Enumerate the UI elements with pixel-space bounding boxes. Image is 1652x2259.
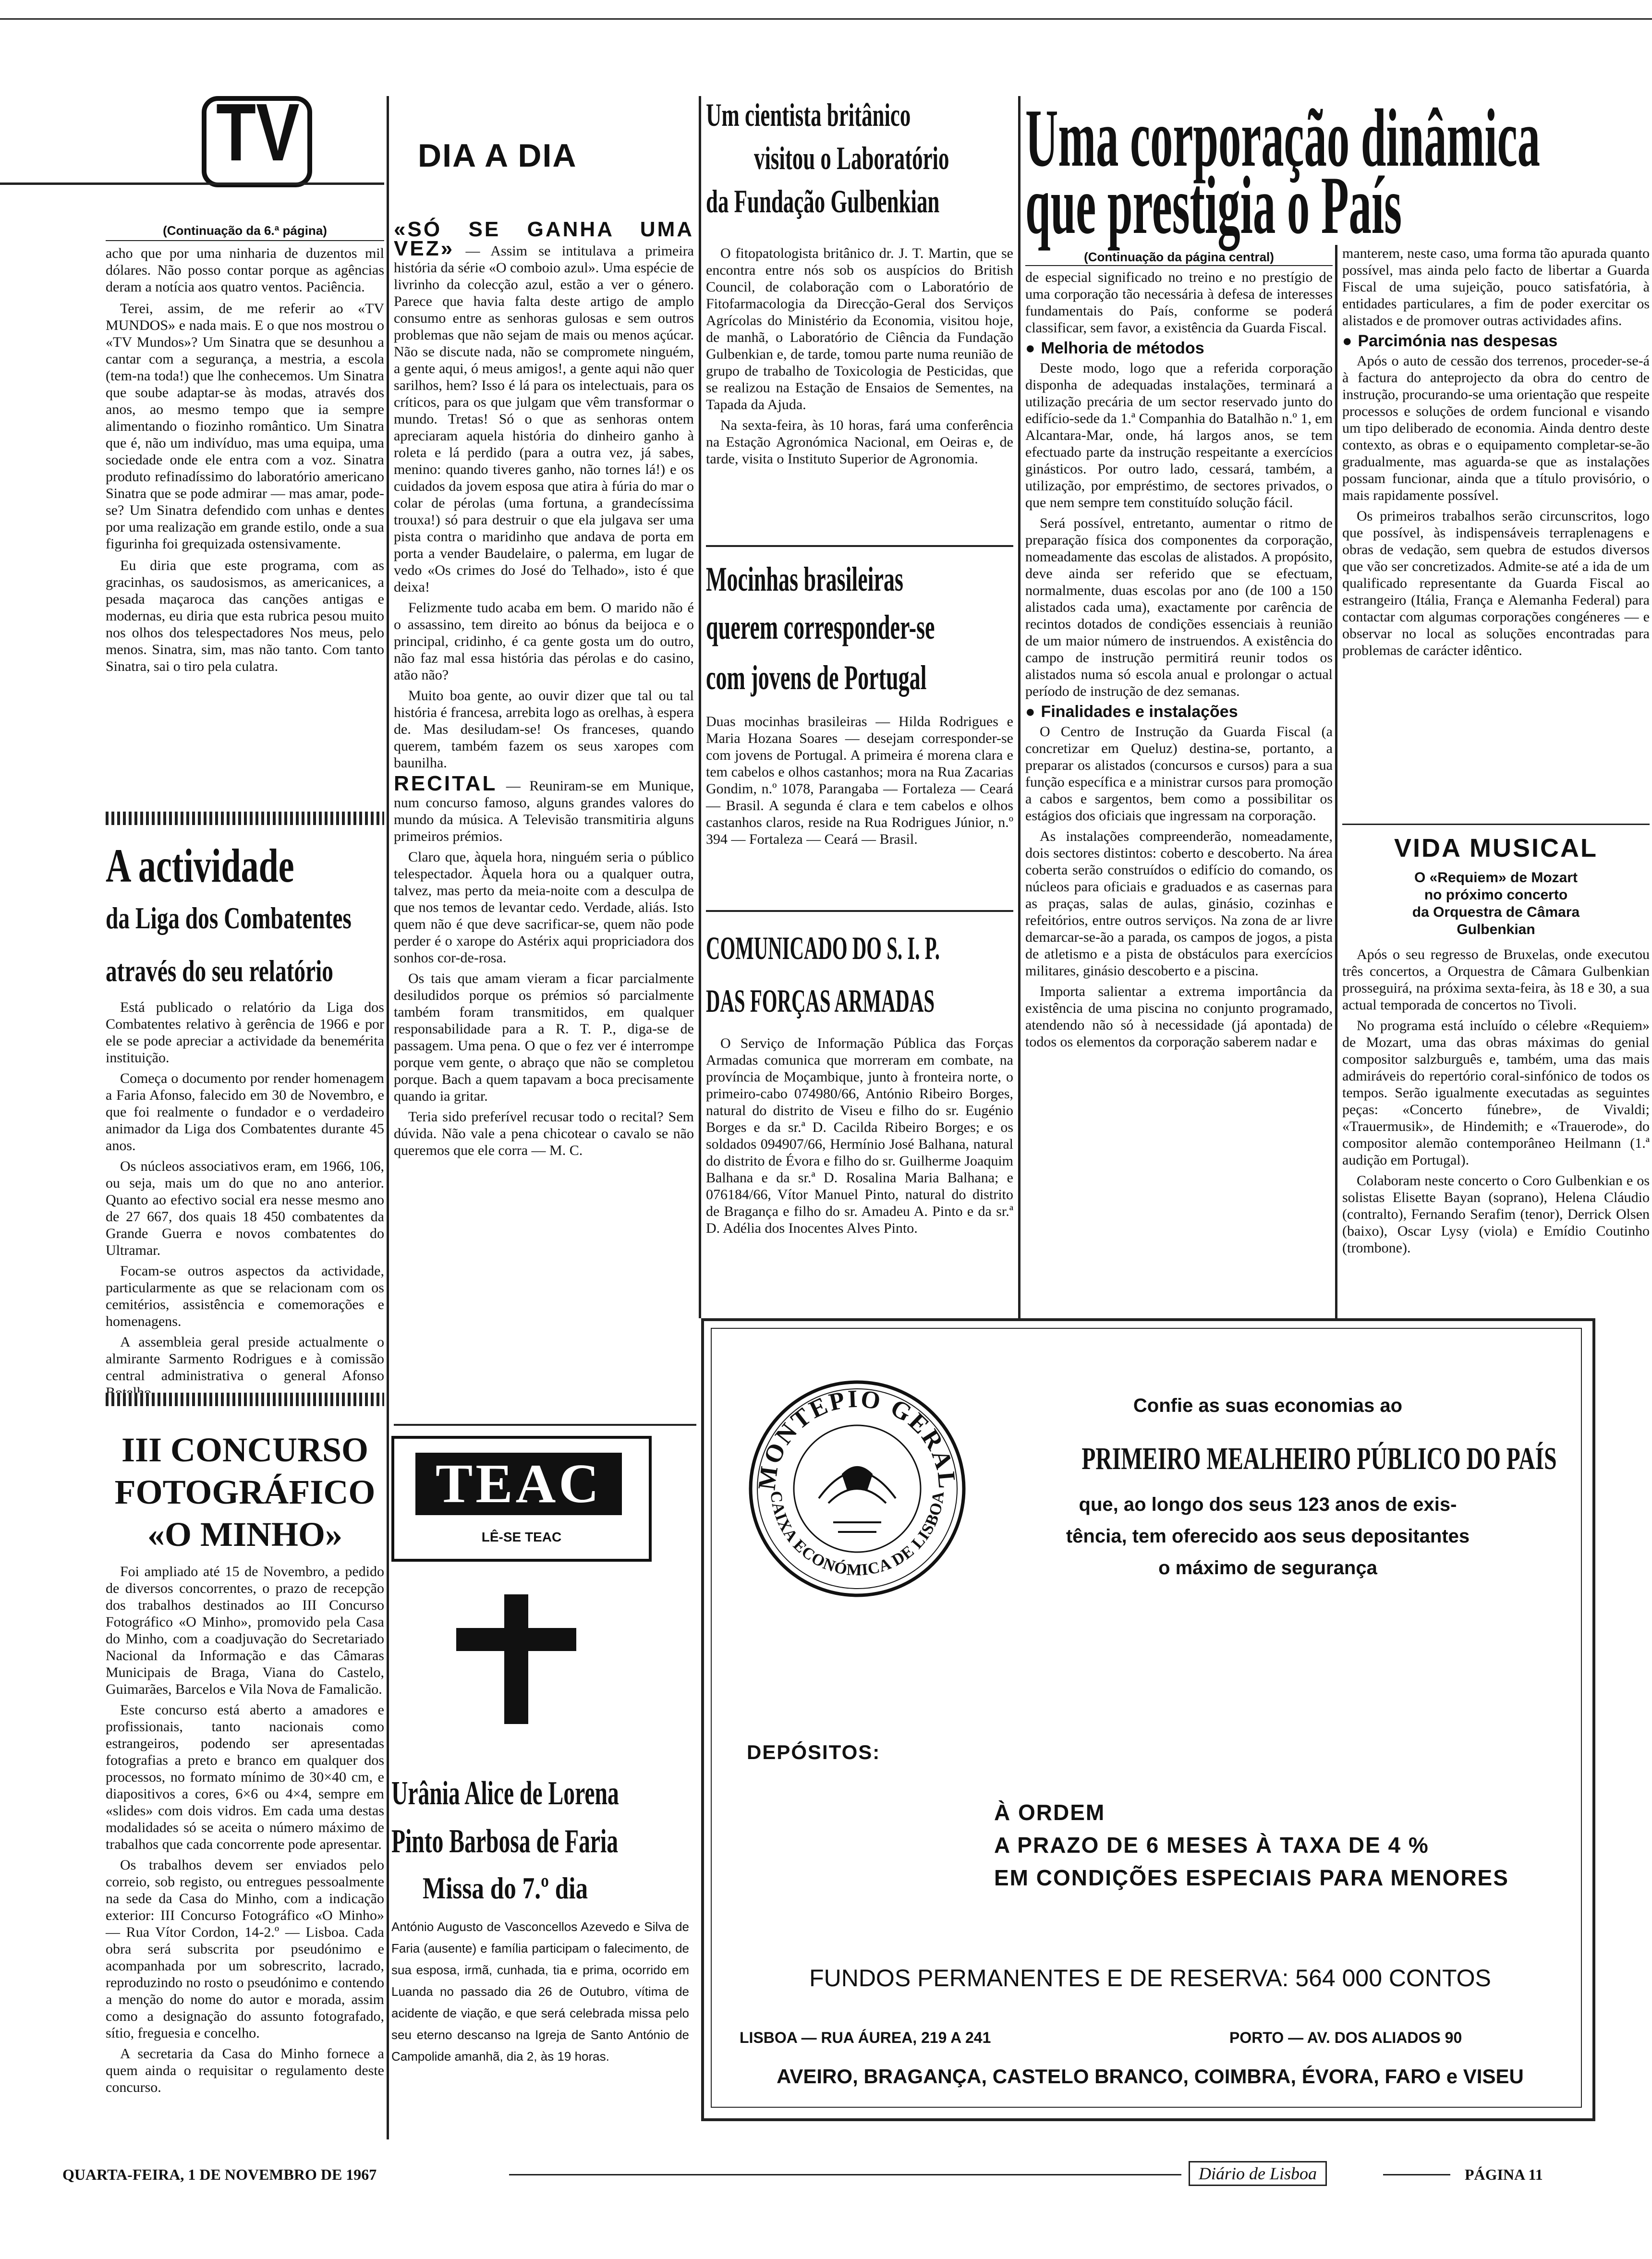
headline: da Fundação Gulbenkian (706, 183, 940, 219)
paragraph: Está publicado o relatório da Liga dos Combatentes relativo à gerência de 1966 e por ele se pode apreciar a actividade da benemérita instituição. (106, 999, 384, 1066)
column-divider (699, 96, 701, 1318)
ad-headline: PRIMEIRO MEALHEIRO PÚBLICO DO PAÍS (1081, 1441, 1557, 1476)
footer-rule (1383, 2174, 1450, 2175)
headline: III CONCURSO (121, 1431, 369, 1469)
paragraph: Os tais que amam vieram a ficar parcialmente desiludidos porque os prémios só parcialmente também foram transmitidos, em qualquer responsabilidade para a R. T. P., diga-se de passagem. Uma pena. O que o fez ver é interrompe porque vem gente, o abraço que não se completou porque. Bach a quem tapavam a boca precisamente quando ia gritar. (394, 971, 694, 1104)
paragraph: Focam-se outros aspectos da actividade, particularmente as que se relacionam com os cemitérios, assistência e comemorações e homenagens. (106, 1263, 384, 1329)
divider (1342, 824, 1650, 825)
paragraph: acho que por uma ninharia de duzentos mil dólares. Não posso contar porque as agências deram a notícia aos quatro ventos. Paciência. (106, 245, 384, 295)
paragraph: Terei, assim, de me referir ao «TV MUNDOS» e nada mais. E o que nos mostrou o «TV Mundos»? Um Sinatra que se desunhou a cantar com a segurança, a mestria, a escola (tem-na toda!) que lhe conhecemos. Um Sinatra que soube adaptar-se às modas, através dos anos, ao mesmo tempo que ia sempre alimentando o fiozinho romântico. Um Sinatra que é, não um indivíduo, mas uma equipa, uma sociedade onde ele entra com a voz. Sinatra produto refinadíssimo do laboratório americano Sinatra que se pode admirar — mas amar, pode-se? Um Sinatra defendido com unhas e dentes por uma realização em grande estilo, onde a sua figurinha foi grequizada ostensivamente. (106, 301, 384, 552)
paragraph: Começa o documento por render homenagem a Faria Afonso, falecido em 30 de Novembro, e que foi realmente o fundador e o verdadeiro animador da Liga dos Combatentes durante 45 anos. (106, 1070, 384, 1154)
mocinhas-article-body: Duas mocinhas brasileiras — Hilda Rodrigues e Maria Hozana Soares — desejam corresponder-se com jovens de Portugal. A primeira é morena clara e tem cabelos e olhos castanhos; mora na Rua Zacarias Gondim, n.º 1078, Parangaba — Fortaleza — Ceará — Brasil. A segunda é clara e tem cabelos e olhos castanhos claros, reside na Rua Rodrigues Júnior, n.º 394 — Fortaleza — Ceará — Brasil. (706, 714, 1013, 847)
column-divider (1335, 245, 1337, 1318)
seal-bottom-text: CAIXA ECONÓMICA DE LISBOA (766, 1490, 948, 1579)
tv-review-body (394, 218, 694, 1159)
headline: A actividade (106, 839, 294, 892)
ad-cities: AVEIRO, BRAGANÇA, CASTELO BRANCO, COIMBRA, ÉVORA, FARO e VISEU (777, 2065, 1524, 2088)
tv-logo: TV (216, 87, 300, 178)
paragraph: Teria sido preferível recusar todo o recital? Sem dúvida. Não vale a pena chicotear o cavalo se não queremos que ele corra — M. C. (394, 1109, 694, 1158)
footer-paper-name: Diário de Lisboa (1189, 2161, 1327, 2186)
headline-block (106, 1429, 384, 1555)
teac-logo: TEAC (415, 1453, 622, 1515)
continuation-note: (Continuação da 6.ª página) (163, 223, 327, 238)
teac-slogan: LÊ-SE TEAC (481, 1530, 562, 1544)
paragraph: O Centro de Instrução da Guarda Fiscal (a concretizar em Queluz) destina-se, portanto, a preparar os alistados (concursos e cursos) para a sua função específica e a ministrar cursos para promoção a cabos e sargentos, bem como a possibilitar os estágios dos oficiais que ingressam na corporação. (1025, 724, 1333, 824)
paragraph: manterem, neste caso, uma forma tão apurada quanto possível, mas ainda pelo facto de libertar a Guarda Fiscal de uma sujeição, pouco satisfatória, à entidades particulares, a fim de poder exercitar os alistados e de promover outras actividades afins. (1342, 245, 1650, 328)
paragraph: Claro que, àquela hora, ninguém seria o público telespectador. Àquela hora ou a qualquer outra, talvez, mas perto da meia-noite com a desculpa de que nos temos de levantar cedo. Verdade, aliás. Isto quem não é que deve sacrificar-se, quem não pode perder é o xarope do Astérix aqui propriciadora dos sonhos cor-de-rosa. (394, 849, 694, 966)
paragraph: Após o seu regresso de Bruxelas, onde executou três concertos, a Orquestra de Câmara Gulbenkian prosseguirá, na próxima sexta-feira, às 18 e 30, a sua actual temporada de concertos no Tivoli. (1342, 947, 1650, 1013)
headline: VIDA MUSICAL (1394, 834, 1598, 862)
subheadline-block (1342, 869, 1650, 938)
headline: COMUNICADO DO S. I. P. (706, 930, 940, 966)
ad-headline-wrap (989, 1441, 1557, 1477)
ad-deposit-item: À ORDEM (994, 1800, 1105, 1825)
ad-text-block (989, 1489, 1546, 1584)
headline: FOTOGRÁFICO (114, 1473, 376, 1511)
headline: «O MINHO» (147, 1515, 342, 1554)
ad-deposit-list (994, 1796, 1509, 1894)
paragraph: de especial significado no treino e no prestígio de uma corporação tão necessária à defesa de interesses fundamentais do País, conforme se poderá classificar, sem favor, a existência da Guarda Fiscal. (1025, 269, 1333, 336)
headline: com jovens de Portugal (706, 658, 927, 697)
obituary-mass: Missa do 7.º dia (423, 1871, 588, 1905)
paragraph: Deste modo, logo que a referida corporação disponha de adequadas instalações, terminará a utilização precária de um sector reservado junto do edifício-sede da 1.ª Companhia do Batalhão n.º 1, em Alcantara-Mar, onde, há largos anos, se tem efectuado parte da instrução respeitante a exercícios ginásticos. Por outro lado, cessará, também, a utilização, por empréstimo, de sectores privados, o que nem sempre tem constituído solução fácil. (1025, 360, 1333, 510)
paragraph: Muito boa gente, ao ouvir dizer que tal ou tal história é francesa, arrebita logo as orelhas, à espera de. Mas desiludam-se! Os franceses, quando querem, também fazem os seus xaropes com baunilha. (394, 688, 694, 771)
headline: DAS FORÇAS ARMADAS (706, 983, 935, 1019)
ad-address-lisboa: LISBOA — RUA ÁUREA, 219 A 241 (740, 2029, 991, 2046)
montepio-seal-icon (747, 1378, 968, 1599)
paragraph: A secretaria da Casa do Minho fornece a quem ainda o requisitar o regulamento deste concurso. (106, 2046, 384, 2095)
headline: Um cientista britânico (706, 97, 911, 133)
ad-deposit-item: EM CONDIÇÕES ESPECIAIS PARA MENORES (994, 1865, 1509, 1890)
concurso-article-body (106, 1563, 384, 2096)
continuation-note: (Continuação da página central) (1084, 250, 1274, 264)
headline: que prestigia o País (1025, 160, 1402, 251)
paragraph: Os núcleos associativos eram, em 1966, 106, ou seja, mais um do que no ano anterior. Quanto ao efectivo social era nesse mesmo ano de 27 667, dos quais 18 450 combatentes da Grande Guerra e novos combatentes do Ultramar. (106, 1158, 384, 1258)
paragraph: — Reuniram-se em Munique, num concurso famoso, alguns grandes valores do mundo da música. A Televisão transmitiria alguns primeiros prémios. (394, 778, 694, 844)
cientista-article-body (706, 245, 1013, 467)
corporacao-body-col2 (1342, 245, 1650, 659)
paragraph: — Assim se intitulava a primeira história da série «O comboio azul». Uma espécie de livrinho da colecção azul, estão a ver o género. Parece que havia falta deste artigo de amplo consumo entre as senhoras gulosas e sem outros problemas que não sejam de mais ou menos açúcar. Não se discute nada, não se compromete ninguém, a gente aqui, ó meus amigos!, a gente aqui não quer sarilhos, hem? Isso é lá para os intelectuais, para os críticos, para os que julgam que vêm transformar o mundo. Tretas! Só o que as senhoras ontem apreciaram aquela história do dinheiro ganho à roleta e lá perdido (para a outra vez, já sabes, menino: quando tiveres ganho, não tornes lá!) e os cuidados da jovem esposa que atira à fúria do mar o colar de pérolas (uma fortuna, a grandecíssima trouxa!) só para destruir o que ela julgava ser uma pista contra o maridinho que andava de porta em porta a vender Baudelaire, o palerma, em lugar de vedo «Os crimes do José do Telhado», isto é que deixa! (394, 243, 694, 595)
ad-line: que, ao longo dos seus 123 anos de exis- (1079, 1494, 1457, 1515)
section-title: DIA A DIA (418, 137, 577, 174)
section-heading: ● Parcimónia nas despesas (1342, 333, 1650, 350)
ad-line: Confie as suas economias ao (1133, 1395, 1403, 1416)
separator-hatch (106, 1393, 384, 1406)
ad-address-porto: PORTO — AV. DOS ALIADOS 90 (1229, 2029, 1462, 2046)
subheadline: da Orquestra de Câmara (1412, 904, 1580, 920)
seal-top-text: MONTEPIO GERAL (753, 1385, 961, 1492)
cross-icon (504, 1594, 528, 1724)
top-rule (0, 18, 1652, 20)
divider (706, 545, 1013, 547)
paragraph: No programa está incluído o célebre «Requiem» de Mozart, uma das obras máximas do genial compositor salzburguês e, também, uma das mais admiráveis do repertório coral-sinfónico de todos os tempos. Serão igualmente executadas as seguintes peças: «Concerto fúnebre», de Vivaldi; «Trauermusik», de Hindemith; e «Trauerode», do compositor alemão contemporâneo Heilmann (1.ª audição em Portugal). (1342, 1018, 1650, 1168)
subheadline: O «Requiem» de Mozart (1414, 870, 1578, 886)
tv-article-body (106, 245, 384, 675)
subheadline: no próximo concerto (1424, 887, 1568, 903)
paragraph: Os trabalhos devem ser enviados pelo correio, sob registo, ou entregues pessoalmente na sede da Casa do Minho, com a indicação exterior: III Concurso Fotográfico «O Minho» — Rua Vítor Cordon, 14-2.º — Lisboa. Cada obra será subscrita por pseudónimo e acompanhada por um sobrescrito, lacrado, reproduzindo no rosto o pseudónimo e contendo a menção do nome do autor e morada, assim como a designação do assunto fotografado, sítio, freguesia e concelho. (106, 1857, 384, 2041)
divider (706, 910, 1013, 912)
corporacao-body-col1 (1025, 269, 1333, 1050)
separator-hatch (106, 812, 384, 825)
lead-in: «SÓ SE GANHA UMA VEZ» (394, 218, 694, 260)
column-divider (1018, 96, 1020, 1318)
footer-page-number: PÁGINA 11 (1465, 2166, 1543, 2183)
paragraph: Os primeiros trabalhos serão circunscritos, logo que possível, às indispensáveis terraplenagens e obras de vedação, sem quebra de estudos diversos que vão ser concretizados. Admite-se até a ida de um qualificado representante da Guarda Fiscal ao estrangeiro (Itália, França e Alemanha Federal) para contactar com algumas corporações congéneres — e observar no local as soluções encontradas para problemas de carácter idêntico. (1342, 508, 1650, 658)
divider (1025, 265, 1333, 266)
headline: através do seu relatório (106, 954, 333, 988)
obituary-text: António Augusto de Vasconcellos Azevedo e Silva de Faria (ausente) e família participam o falecimento, de sua esposa, irmã, cunhada, tia e prima, ocorrido em Luanda no passado dia 26 de Outubro, vítima de acidente de viação, e que será celebrada missa pelo seu eterno descanso na Igreja de Santo António de Campolide amanhã, dia 2, às 19 horas. (391, 1919, 689, 2064)
paragraph: O fitopatologista britânico dr. J. T. Martin, que se encontra entre nós sob os auspícios do British Council, de colaboração com o Laboratório de Fitofarmacologia da Direcção-Geral dos Serviços Agrícolas do Ministério da Economia, visitou hoje, de manhã, o Laboratório de Ciência da Fundação Gulbenkian e, de tarde, tomou parte numa reunião de grupo de trabalho de Toxicologia de Pesticidas, que se realizou na Estação de Ensaios de Sementes, na Tapada da Ajuda. (706, 245, 1013, 413)
paragraph: Eu diria que este programa, com as gracinhas, os saudosismos, as americanices, a pesada maçaroca das canções antigas e modernas, eu diria que esta rubrica pesou muito nos olhos dos telespectadores Nos meus, pelo menos. Sinatra, sim, mas não tanto. Com tanto Sinatra, sai o tiro pela culatra. (106, 558, 384, 674)
lead-in: RECITAL (394, 772, 498, 795)
ad-fundos: FUNDOS PERMANENTES E DE RESERVA: 564 000 CONTOS (809, 1965, 1491, 1992)
paragraph: Importa salientar a extrema importância da existência de uma piscina no conjunto programado, atendendo não só à necessidade (já apontada) de todos os elementos da corporação saberem nadar e (1025, 984, 1333, 1050)
headline: Uma corporação dinâmica (1025, 93, 1540, 184)
paragraph: Na sexta-feira, às 10 horas, fará uma conferência na Estação Agronómica Nacional, em Oeiras e, de tarde, visita o Instituto Superior de Agronomia. (706, 417, 1013, 467)
footer-rule (509, 2174, 1181, 2175)
comunicado-article-body: O Serviço de Informação Pública das Forças Armadas comunica que morreram em combate, na província de Moçambique, junto à fronteira norte, o primeiro-cabo 074980/66, António Ribeiro Borges, natural do distrito de Viseu e filho do sr. Eugénio Borges e da sr.ª D. Cacilda Ribeiro Borges; e os soldados 094907/66, Hermínio José Balhana, natural do distrito de Évora e filho do sr. Guilherme Joaquim Balhana e da sr.ª D. Rosalina Maria Balhana; e 076184/66, Vítor Manuel Pinto, natural do distrito de Bragança e filho do sr. Amadeu A. Pinto e da sr.ª D. Adélia dos Inocentes Alves Pinto. (706, 1035, 1013, 1236)
paragraph: Felizmente tudo acaba em bem. O marido não é o assassino, tem direito ao bónus da beijoca e o principal, cridinho, é ca gente gosta um do outro, não faz mal essa história das pérolas e do casino, atão não? (394, 600, 694, 683)
paragraph: Foi ampliado até 15 de Novembro, a pedido de diversos concorrentes, o prazo de recepção dos trabalhos destinados ao III Concurso Fotográfico «O Minho», promovido pela Casa do Minho, com a coadjuvação do Secretariado Nacional da Informação e das Câmaras Municipais de Braga, Viana do Castelo, Guimarães, Barcelos e Vila Nova de Famalicão. (106, 1564, 384, 1697)
paragraph: Colaboram neste concerto o Coro Gulbenkian e os solistas Elisette Bayan (soprano), Helena Cláudio (contralto), Fernando Serafim (tenor), Derrick Olsen (baixo), Oscar Lysy (viola) e Emídio Coutinho (trombone). (1342, 1173, 1650, 1256)
column-divider (387, 96, 389, 2139)
paragraph: Após o auto de cessão dos terrenos, proceder-se-á à factura do anteprojecto da obra do centro de instrução, procurando-se uma orientação que respeite processos e soluções de ordem funcional e visando um tipo deliberado de economia. Ainda dentro deste contexto, as obras e o equipamento completar-se-ão gradualmente, mas aguarda-se que as instalações possam funcionar, ainda que a título provisório, o mais rapidamente possível. (1342, 353, 1650, 503)
paragraph: Este concurso está aberto a amadores e profissionais, tanto nacionais como estrangeiros, podendo ser apresentadas fotografias a preto e branco em qualquer dos processos, no formato mínimo de 30×40 cm, e diapositivos a cores, 6×6 ou 4×4, sempre em «slides» com dois vidros. Em cada uma destas modalidades só se aceita o número máximo de trabalhos que cada concorrente pode apresentar. (106, 1702, 384, 1852)
obituary-name: Urânia Alice de Lorena (391, 1775, 619, 1812)
divider (394, 1424, 696, 1426)
liga-article-body (106, 999, 384, 1401)
ad-depositos: DEPÓSITOS: (747, 1741, 881, 1763)
paragraph: A assembleia geral preside actualmente o almirante Sarmento Rodrigues e à comissão central administrativa o general Afonso (106, 1334, 384, 1384)
ad-line: tência, tem oferecido aos seus depositantes (1066, 1526, 1470, 1547)
footer-date: QUARTA-FEIRA, 1 DE NOVEMBRO DE 1967 (62, 2166, 377, 2183)
obituary-name: Pinto Barbosa de Faria (391, 1823, 619, 1860)
ad-line: o máximo de segurança (1158, 1557, 1377, 1579)
paragraph: As instalações compreenderão, nomeadamente, dois sectores distintos: coberto e descoberto. Na área coberta serão construídos o edifício do comando, os núcleos para oficiais e graduados e as casernas para as praças, salas de aulas, ginásio, cozinhas e refeitórios, entre outros serviços. Na zona de ar livre demarcar-se-ão a parada, os campos de jogos, a pista de atletismo e a pista de obstáculos para exercícios militares, ginásio descoberto e a piscina. (1025, 828, 1333, 979)
headline: da Liga dos Combatentes (106, 901, 352, 935)
headline: querem corresponder-se (706, 608, 935, 646)
headline: visitou o Laboratório (754, 140, 949, 176)
section-heading: ● Melhoria de métodos (1025, 340, 1333, 357)
cross-icon-bar (456, 1628, 576, 1651)
subheadline: Gulbenkian (1457, 922, 1535, 937)
masthead-rule (0, 182, 384, 185)
divider (106, 240, 384, 241)
ad-deposit-item: A PRAZO DE 6 MESES À TAXA DE 4 % (994, 1833, 1429, 1858)
headline: Mocinhas brasileiras (706, 560, 903, 598)
section-heading: ● Finalidades e instalações (1025, 704, 1333, 720)
vida-article-body (1342, 946, 1650, 1256)
paragraph: Será possível, entretanto, aumentar o ritmo de preparação física dos componentes da corporação, nomeadamente das escolas de alistados. A propósito, deve ainda ser referido que se efectuam, normalmente, duas escolas por ano (de 100 a 150 alistados cada uma), exactamente por carência de recintos dotados de condições essenciais à reunião de um maior número de instruendos. A existência do campo de instrução permitirá reunir todos os alistados numa só escola anual e prolongar o actual período de instrução de dez semanas. (1025, 515, 1333, 699)
